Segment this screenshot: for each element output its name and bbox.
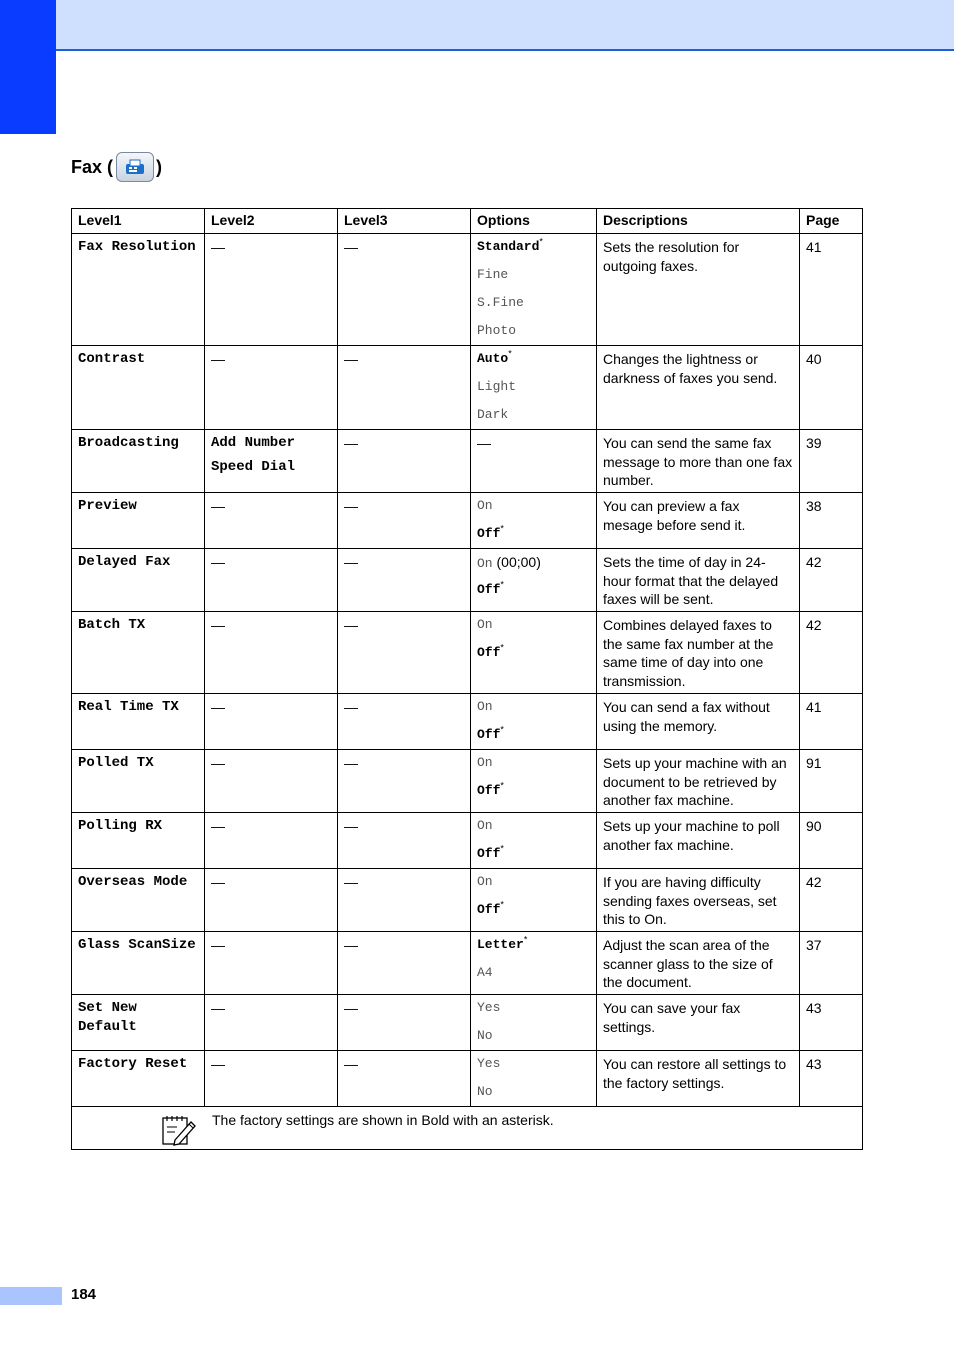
heading-prefix: Fax ( — [71, 156, 114, 177]
header-descriptions: Descriptions — [597, 209, 800, 234]
cell-description — [597, 493, 800, 549]
top-band — [0, 0, 954, 51]
level1-label: Fax Resolution — [78, 239, 196, 255]
cell-level3 — [338, 932, 471, 995]
option-item — [477, 693, 590, 721]
table-row — [72, 1051, 863, 1107]
level3-dash: — — [344, 1056, 358, 1072]
table-row — [72, 750, 863, 813]
option-item — [477, 1050, 590, 1078]
level2-dash: — — [211, 818, 225, 834]
option-text: Off — [477, 846, 501, 861]
cell-level1 — [72, 346, 205, 430]
cell-description — [597, 234, 800, 346]
cell-page — [800, 234, 863, 346]
cell-level2 — [205, 813, 338, 869]
table-body — [72, 234, 863, 1107]
option-text: On — [477, 617, 493, 632]
table-row — [72, 869, 863, 932]
cell-level1 — [72, 1051, 205, 1107]
cell-level2 — [205, 549, 338, 612]
header-level3: Level3 — [338, 209, 471, 234]
table-row — [72, 932, 863, 995]
default-asterisk: * — [500, 843, 504, 854]
level2-dash: — — [211, 554, 225, 570]
cell-description — [597, 932, 800, 995]
option-text: — — [477, 435, 491, 451]
option-extra: (00;00) — [492, 554, 541, 570]
option-text: Standard — [477, 239, 540, 254]
option-item — [477, 233, 590, 261]
level2-dash: — — [211, 1056, 225, 1072]
table-row — [72, 995, 863, 1051]
option-item — [477, 777, 590, 805]
cell-description — [597, 869, 800, 932]
cell-level2 — [205, 493, 338, 549]
default-asterisk: * — [500, 523, 504, 534]
option-text: On — [477, 556, 493, 571]
level3-dash: — — [344, 617, 358, 633]
option-item — [477, 896, 590, 924]
page-ref: 40 — [806, 351, 822, 367]
heading-suffix: ) — [156, 156, 163, 177]
section-heading — [71, 150, 162, 184]
option-item — [477, 959, 590, 987]
cell-description — [597, 430, 800, 493]
table-row — [72, 694, 863, 750]
option-text: Fine — [477, 267, 509, 282]
option-text: On — [477, 755, 493, 770]
page-number: 184 — [71, 1286, 97, 1303]
description-text: Sets up your machine with an document to be retrieved by another fax machine. — [603, 755, 787, 808]
cell-page — [800, 869, 863, 932]
level1-label: Overseas Mode — [78, 874, 188, 890]
option-item — [477, 840, 590, 868]
default-asterisk: * — [539, 236, 543, 247]
cell-level2 — [205, 234, 338, 346]
cell-page — [800, 694, 863, 750]
default-asterisk: * — [500, 780, 504, 791]
cell-level3 — [338, 750, 471, 813]
cell-description — [597, 549, 800, 612]
level1-label: Polled TX — [78, 755, 154, 771]
level1-label: Factory Reset — [78, 1056, 188, 1072]
option-item — [477, 1022, 590, 1050]
cell-options — [471, 234, 597, 346]
option-item — [477, 721, 590, 749]
level1-label: Set New Default — [78, 1000, 137, 1035]
header-level2: Level2 — [205, 209, 338, 234]
option-item — [477, 868, 590, 896]
level3-dash: — — [344, 435, 358, 451]
option-item — [477, 429, 590, 457]
description-text: Changes the lightness or darkness of faxes you send. — [603, 351, 778, 386]
cell-level1 — [72, 813, 205, 869]
level2-label: Add Number — [211, 435, 296, 451]
level3-dash: — — [344, 1000, 358, 1016]
level1-label: Preview — [78, 498, 137, 514]
cell-level1 — [72, 995, 205, 1051]
cell-level1 — [72, 750, 205, 813]
table-header-row — [72, 209, 863, 234]
option-text: On — [477, 874, 493, 889]
page-ref: 37 — [806, 937, 822, 953]
cell-level3 — [338, 1051, 471, 1107]
cell-options — [471, 1051, 597, 1107]
cell-options — [471, 932, 597, 995]
description-text: If you are having difficulty sending faxes overseas, set this to On. — [603, 874, 777, 927]
option-item — [477, 1078, 590, 1106]
level3-dash: — — [344, 554, 358, 570]
cell-options — [471, 813, 597, 869]
page-ref: 91 — [806, 755, 822, 771]
option-item — [477, 520, 590, 548]
cell-options — [471, 612, 597, 694]
option-item — [477, 261, 590, 289]
option-item — [477, 576, 590, 604]
footer-band — [0, 1287, 62, 1305]
fax-menu-table — [71, 208, 863, 1150]
page-ref: 43 — [806, 1056, 822, 1072]
level2-dash: — — [211, 351, 225, 367]
description-text: You can save your fax settings. — [603, 1000, 741, 1035]
cell-page — [800, 932, 863, 995]
default-asterisk: * — [500, 899, 504, 910]
option-item — [477, 401, 590, 429]
cell-level2 — [205, 995, 338, 1051]
description-text: Sets up your machine to poll another fax machine. — [603, 818, 780, 853]
cell-page — [800, 549, 863, 612]
option-text: Letter — [477, 937, 524, 952]
level2-label: Speed Dial — [211, 459, 296, 475]
level2-dash: — — [211, 498, 225, 514]
chapter-tab — [0, 0, 56, 134]
level3-dash: — — [344, 351, 358, 367]
note-cell — [72, 1107, 863, 1150]
description-text: You can restore all settings to the factory settings. — [603, 1056, 787, 1091]
page-ref: 41 — [806, 699, 822, 715]
cell-level3 — [338, 694, 471, 750]
option-item — [477, 373, 590, 401]
cell-level3 — [338, 234, 471, 346]
page-ref: 90 — [806, 818, 822, 834]
option-item — [477, 317, 590, 345]
header-options: Options — [471, 209, 597, 234]
cell-description — [597, 1051, 800, 1107]
option-item — [477, 639, 590, 667]
page-ref: 38 — [806, 498, 822, 514]
table-row — [72, 549, 863, 612]
page-ref: 43 — [806, 1000, 822, 1016]
table-row — [72, 813, 863, 869]
level1-label: Broadcasting — [78, 435, 179, 451]
cell-options — [471, 750, 597, 813]
description-text: You can send the same fax message to more than one fax number. — [603, 435, 793, 488]
option-text: On — [477, 699, 493, 714]
cell-page — [800, 612, 863, 694]
option-text: Dark — [477, 407, 509, 422]
option-text: On — [477, 818, 493, 833]
level3-dash: — — [344, 755, 358, 771]
level2-dash: — — [211, 239, 225, 255]
level1-label: Glass ScanSize — [78, 937, 196, 953]
description-text: Sets the resolution for outgoing faxes. — [603, 239, 740, 274]
default-asterisk: * — [523, 934, 528, 945]
cell-level3 — [338, 813, 471, 869]
page-ref: 41 — [806, 239, 822, 255]
option-text: Auto — [477, 351, 509, 366]
description-text: Sets the time of day in 24-hour format that the delayed faxes will be sent. — [603, 554, 779, 607]
fax-key-icon — [116, 152, 154, 182]
level3-dash: — — [344, 239, 358, 255]
cell-level3 — [338, 430, 471, 493]
table-row — [72, 493, 863, 549]
level1-label: Delayed Fax — [78, 554, 171, 570]
option-text: A4 — [477, 965, 493, 980]
option-text: Photo — [477, 323, 517, 338]
table-row — [72, 612, 863, 694]
option-item — [477, 749, 590, 777]
description-text: You can preview a fax mesage before send it. — [603, 498, 746, 533]
level2-dash: — — [211, 874, 225, 890]
default-asterisk: * — [500, 724, 504, 735]
level1-label: Batch TX — [78, 617, 146, 633]
default-asterisk: * — [508, 348, 512, 359]
cell-options — [471, 995, 597, 1051]
default-asterisk: * — [500, 642, 504, 653]
option-text: Light — [477, 379, 517, 394]
description-text: Combines delayed faxes to the same fax number at the same time of day into one transmission. — [603, 617, 774, 689]
option-text: Yes — [477, 1056, 501, 1071]
cell-level2 — [205, 346, 338, 430]
cell-description — [597, 995, 800, 1051]
page-ref: 39 — [806, 435, 822, 451]
option-text: Off — [477, 582, 501, 597]
cell-page — [800, 1051, 863, 1107]
cell-level2 — [205, 1051, 338, 1107]
cell-page — [800, 813, 863, 869]
cell-options — [471, 694, 597, 750]
page-ref: 42 — [806, 874, 822, 890]
cell-level1 — [72, 694, 205, 750]
level3-dash: — — [344, 699, 358, 715]
cell-page — [800, 995, 863, 1051]
header-level1: Level1 — [72, 209, 205, 234]
option-text: Off — [477, 902, 501, 917]
option-text: No — [477, 1028, 493, 1043]
cell-description — [597, 612, 800, 694]
cell-level2 — [205, 694, 338, 750]
cell-level3 — [338, 995, 471, 1051]
cell-page — [800, 493, 863, 549]
cell-level3 — [338, 346, 471, 430]
level2-dash: — — [211, 937, 225, 953]
level3-dash: — — [344, 937, 358, 953]
cell-options — [471, 430, 597, 493]
cell-page — [800, 430, 863, 493]
cell-options — [471, 346, 597, 430]
header-page: Page — [800, 209, 863, 234]
page-ref: 42 — [806, 617, 822, 633]
option-text: On — [477, 498, 493, 513]
description-text: Adjust the scan area of the scanner glass to the size of the document. — [603, 937, 773, 990]
cell-level3 — [338, 612, 471, 694]
cell-description — [597, 813, 800, 869]
level2-dash: — — [211, 617, 225, 633]
cell-level1 — [72, 549, 205, 612]
default-asterisk: * — [500, 579, 504, 590]
cell-options — [471, 869, 597, 932]
table-row — [72, 430, 863, 493]
level2-dash: — — [211, 1000, 225, 1016]
option-text: S.Fine — [477, 295, 524, 310]
cell-page — [800, 346, 863, 430]
level3-dash: — — [344, 498, 358, 514]
option-text: Off — [477, 783, 501, 798]
cell-level2 — [205, 750, 338, 813]
cell-options — [471, 549, 597, 612]
level3-dash: — — [344, 818, 358, 834]
option-text: Off — [477, 645, 501, 660]
table-row — [72, 346, 863, 430]
cell-level2 — [205, 932, 338, 995]
level1-label: Real Time TX — [78, 699, 179, 715]
cell-page — [800, 750, 863, 813]
option-item — [477, 345, 590, 373]
cell-level1 — [72, 612, 205, 694]
cell-level1 — [72, 869, 205, 932]
option-item — [477, 611, 590, 639]
option-item — [477, 289, 590, 317]
level2-dash: — — [211, 699, 225, 715]
note-text: The factory settings are shown in Bold with an asterisk. — [212, 1112, 554, 1128]
cell-level2 — [205, 430, 338, 493]
option-text: Yes — [477, 1000, 501, 1015]
cell-level2 — [205, 612, 338, 694]
description-text: You can send a fax without using the memory. — [603, 699, 770, 734]
cell-level3 — [338, 869, 471, 932]
note-pencil-icon — [161, 1114, 197, 1151]
cell-level3 — [338, 493, 471, 549]
level2-dash: — — [211, 755, 225, 771]
cell-options — [471, 493, 597, 549]
level1-label: Polling RX — [78, 818, 163, 834]
option-item — [477, 931, 590, 959]
option-item — [477, 492, 590, 520]
cell-level2 — [205, 869, 338, 932]
cell-description — [597, 694, 800, 750]
page-ref: 42 — [806, 554, 822, 570]
option-text: No — [477, 1084, 493, 1099]
cell-description — [597, 346, 800, 430]
option-text: Off — [477, 526, 501, 541]
option-item — [477, 548, 590, 576]
option-item — [477, 994, 590, 1022]
level1-label: Contrast — [78, 351, 146, 367]
option-item — [477, 812, 590, 840]
cell-level1 — [72, 430, 205, 493]
note-row — [72, 1107, 863, 1150]
option-text: Off — [477, 727, 501, 742]
cell-level1 — [72, 234, 205, 346]
cell-level3 — [338, 549, 471, 612]
cell-level1 — [72, 932, 205, 995]
cell-level1 — [72, 493, 205, 549]
level3-dash: — — [344, 874, 358, 890]
cell-description — [597, 750, 800, 813]
table-row — [72, 234, 863, 346]
